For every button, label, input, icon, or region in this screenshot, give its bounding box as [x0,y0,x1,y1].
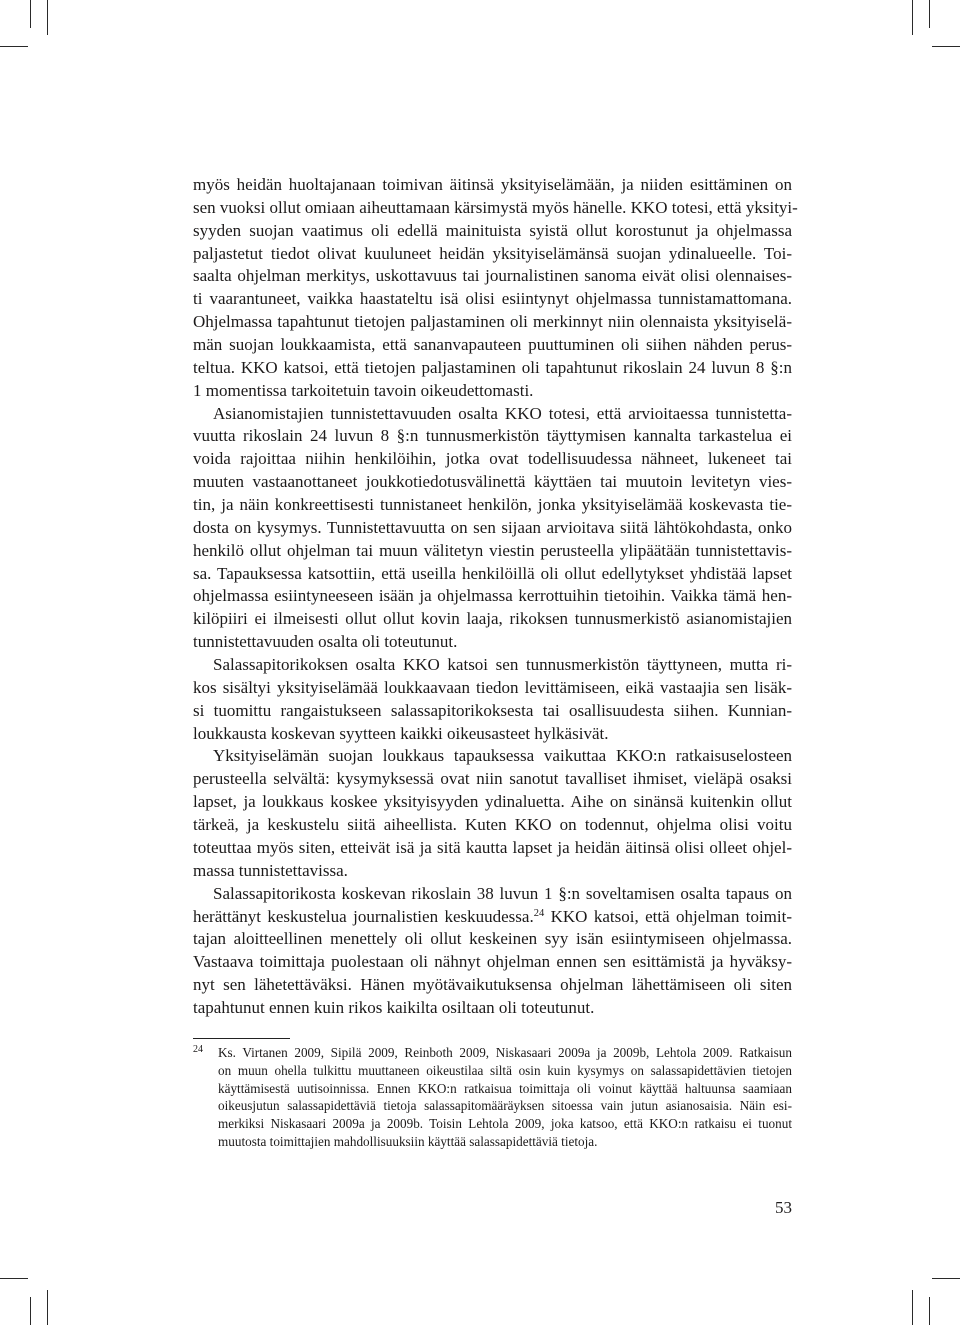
body-line: Yksityiselämän suojan loukkaus tapauksessa vaikuttaa KKO:n ratkaisuselosteen [213,746,792,766]
crop-mark-top-right-b [929,0,930,28]
footnote-text [218,1044,792,1151]
body-line: voida rajoittaa niihin henkilöihin, jotka ovat todellisuudessa nähneet, lukeneet tai [193,449,792,469]
body-line: sen vuoksi ollut omiaan aiheuttamaan kärsimystä myös hänelle. KKO totesi, että yksityi- [193,197,798,217]
body-line: ti vaarantuneet, vaikka haastateltu isä olisi esiintynyt ohjelmassa tunnistamattomana. [193,289,792,309]
footnote-line: oikeusjutun salassapidettäviä tietoja salassapitomääräyksen sitoessa vain jutun asianosaisia. Näin esi- [218,1098,792,1114]
body-line [193,906,792,929]
crop-mark-top-left-c [0,46,28,47]
body-line: kos sisältyi yksityiselämää loukkaavaan tiedon levittämiseen, eikä vastaajia sen lisäk- [193,677,792,697]
paragraph [193,174,798,403]
body-line: muuten vastaanottaneet joukkotiedotusvälinettä käyttäen tai muutoin levitetyn vies- [193,472,792,492]
crop-mark-top-right-a [912,0,913,35]
body-line: kilöpiiri ei ilmeisesti ollut ollut kovin laaja, rikoksen tunnusmerkistö asianomistajien [193,609,792,629]
body-line: tunnistettavuuden osalta oli toteutunut. [193,632,458,652]
footnote-reference[interactable]: 24 [533,907,545,919]
body-text [193,174,798,1020]
body-line: loukkausta koskevan syytteen kaikki oikeusasteet hylkäsivät. [193,723,609,743]
body-line: lapset, ja loukkaus koskee yksityisyyden ydinaluetta. Aihe on sinänsä kuitenkin ollut [193,792,792,812]
footnote-line: käyttämisestä uutisoinnissa. Ennen KKO:n ratkaisua toimittaja oli voinut käyttää haltuunsa saamiaan [218,1080,792,1096]
body-line: tärkeä, ja keskustelu siitä aiheellista. Kuten KKO on todennut, ohjelma olisi voitu [193,815,792,835]
body-line: massa tunnistettavissa. [193,860,348,880]
paragraph [193,654,792,745]
body-line-text: KKO katsoi, että ohjelman toimit- [544,906,793,926]
footnote-line: merkiksi Niskasaari 2009a ja 2009b. Toisin Lehtola 2009, joka katsoo, että KKO:n ratkaisu ei tuonut [218,1116,792,1132]
body-line: si tuomittu rangaistukseen salassapitorikoksesta tai osallisuudesta siihen. Kunnian- [193,700,792,720]
footnote-line: muutosta toimittajien mahdollisuuksiin käyttää salassapidettäviä tietoja. [218,1133,598,1149]
body-line: sa. Tapauksessa katsottiin, että useilla henkilöillä oli ollut edellytykset yhdistää lapset [193,563,792,583]
body-line: tin, ja näin konkreettisesti tunnistaneet henkilön, jonka yksityiselämää koskevasta tie- [193,495,792,515]
crop-mark-top-left-b [47,0,48,35]
footnote-line: on muun ohella tulkittu muuttaneen oikeustilaa siltä osin kuin kysymys on salassapidettävien tietojen [218,1062,792,1078]
body-line: saalta ohjelman merkitys, uskottavuus tai journalistinen sanoma eivät olisi olennaises- [193,266,792,286]
body-line: män suojan loukkaamista, että sananvapauteen puuttuminen oli siihen nähden perus- [193,335,792,355]
paragraph [193,745,792,882]
body-line: 1 momentissa tarkoitetuin tavoin oikeudettomasti. [193,380,534,400]
crop-mark-bottom-right-c [912,1290,913,1325]
body-line: perusteella selvältä: kysymyksessä ovat niin sanotut tavalliset ihmiset, vieläpä osaksi [193,769,792,789]
body-line: Salassapitorikosta koskevan rikoslain 38 luvun 1 §:n soveltamisen osalta tapaus on [213,883,792,903]
crop-mark-bottom-left-b [30,1297,31,1325]
body-line: nyt sen lähetettäväksi. Hänen myötävaikutuksensa ohjelman lähettämiseen oli siten [193,975,792,995]
body-line: ohjelmassa esiintyneeseen isään ja ohjelmassa kerrottuihin tietoihin. Vaikka tämä hen- [193,586,792,606]
body-line: myös heidän huoltajanaan toimivan äitinsä yksityiselämään, ja niiden esittäminen on [193,175,792,194]
body-line: henkilö ollut ohjelman tai muun välitetyn viestin perusteella ylipäätään tunnistettavis- [193,540,792,560]
body-line: tapahtunut ennen kuin rikos kaikilta osiltaan oli toteutunut. [193,997,595,1017]
body-line: Salassapitorikoksen osalta KKO katsoi sen tunnusmerkistön täyttyneen, mutta ri- [213,655,792,675]
body-line-text: herättänyt keskustelua journalistien keskuudessa. [193,906,534,926]
page-number: 53 [775,1198,792,1217]
crop-mark-top-right-c [932,46,960,47]
crop-mark-bottom-left-a [0,1278,28,1279]
body-line: Ohjelmassa tapahtunut tietojen paljastaminen oli merkinnyt niin olennaista yksityiselä- [193,312,792,332]
body-line: dosta on kysymys. Tunnistettavuutta on sen sijaan arvioitava siitä lähtökohdasta, onko [193,517,792,537]
body-line: Asianomistajien tunnistettavuuden osalta KKO totesi, että arvioitaessa tunnistetta- [213,403,792,423]
crop-mark-bottom-right-b [929,1297,930,1325]
footnote-rule [193,1038,290,1039]
body-line: teltua. KKO katsoi, että tietojen paljastaminen oli tapahtunut rikoslain 24 luvun 8 §:n [193,357,792,377]
body-line: toteuttaa myös siten, etteivät isä ja sitä kautta lapset ja heidän äitinsä olisi olleet ohjel- [193,837,792,857]
paragraph [193,883,792,1020]
paragraph [193,403,792,654]
body-line: Vastaava toimittaja puolestaan oli nähnyt ohjelman ennen sen esittämistä ja hyväksy- [193,952,792,972]
body-line: tajan aloitteellinen menettely oli ollut keskeinen syy isän esiintymiseen ohjelmassa. [193,929,792,949]
footnote-number: 24 [193,1044,203,1055]
crop-mark-bottom-left-c [47,1290,48,1325]
body-line: paljastetut tiedot olivat kuuluneet heidän yksityiselämänsä suojan ydinalueelle. Toi- [193,243,792,263]
crop-mark-bottom-right-a [932,1278,960,1279]
crop-mark-top-left-a [30,0,31,28]
body-line: syyden suojan vaatimus oli edellä mainituista syistä ollut korostunut ja ohjelmassa [193,220,792,240]
footnote-line: Ks. Virtanen 2009, Sipilä 2009, Reinboth 2009, Niskasaari 2009a ja 2009b, Lehtola 2009. Ratkaisun [218,1045,792,1060]
body-line: vuutta rikoslain 24 luvun 8 §:n tunnusmerkistön täyttymisen kannalta tarkastelua ei [193,426,792,446]
